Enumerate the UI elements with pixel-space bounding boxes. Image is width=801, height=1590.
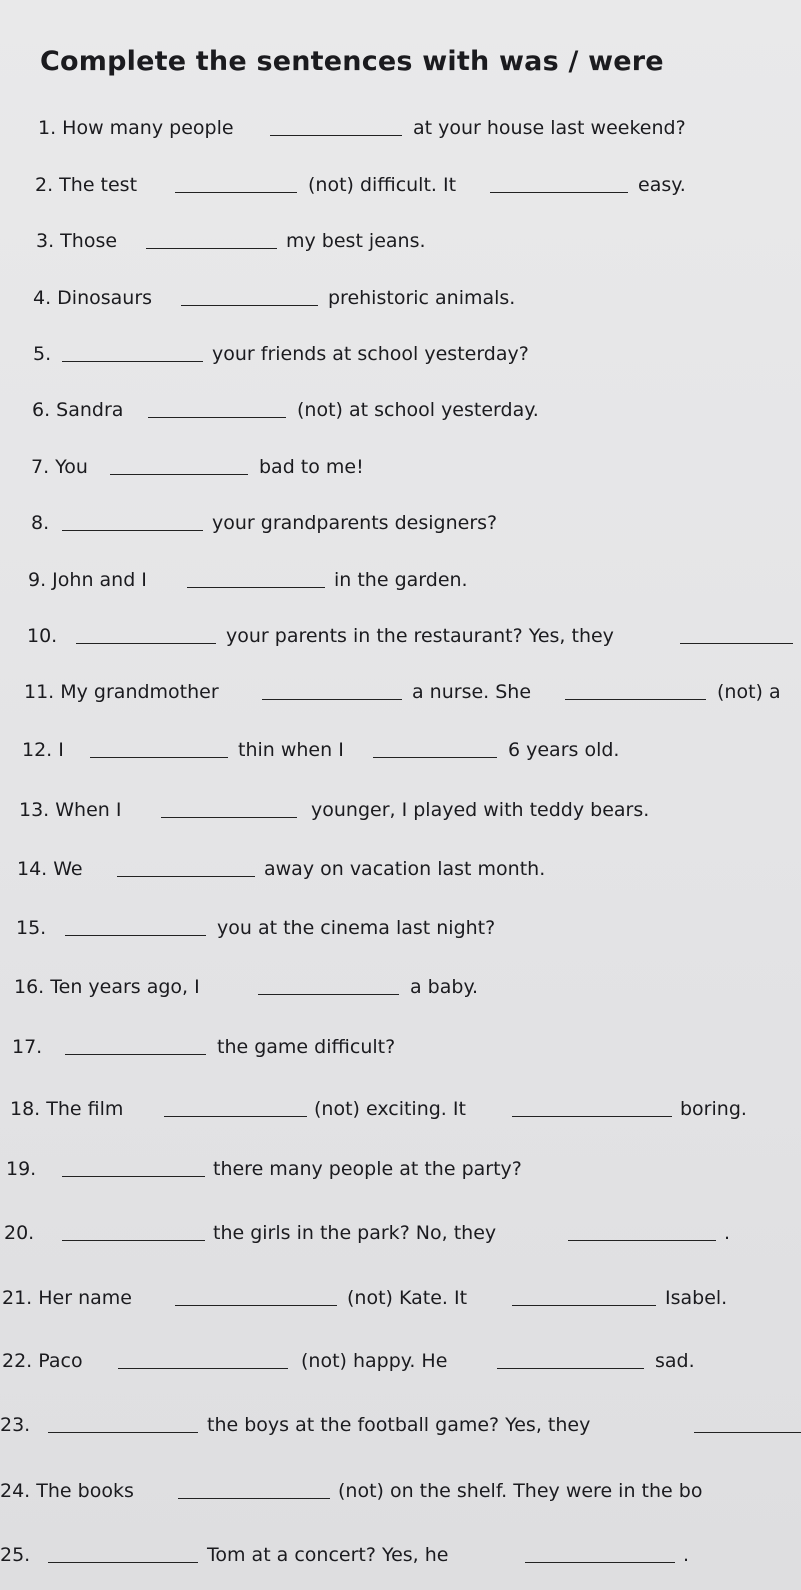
sentence-text: 5.: [33, 343, 52, 365]
sentence-text: boring.: [680, 1098, 747, 1120]
sentence-text: 2. The test: [35, 174, 138, 196]
sentence-19: [0, 1154, 801, 1184]
sentence-9: [0, 565, 801, 595]
sentence-23: [0, 1410, 801, 1440]
answer-blank-1[interactable]: [65, 1054, 206, 1055]
sentence-18: [0, 1094, 801, 1124]
sentence-text: 8.: [31, 512, 50, 534]
sentence-text: 24. The books: [0, 1480, 134, 1502]
sentence-text: away on vacation last month.: [264, 858, 546, 880]
sentence-text: 23.: [0, 1414, 31, 1436]
sentence-text: 10.: [27, 625, 58, 647]
sentence-text: 15.: [16, 917, 47, 939]
sentence-4: [0, 283, 801, 313]
sentence-1: [0, 113, 801, 143]
sentence-10: [0, 621, 801, 651]
sentence-text: 3. Those: [36, 230, 118, 252]
sentence-text: the girls in the park? No, they: [213, 1222, 497, 1244]
sentence-text: 25.: [0, 1544, 31, 1566]
answer-blank-1[interactable]: [76, 643, 216, 644]
answer-blank-1[interactable]: [62, 1240, 205, 1241]
sentence-text: you at the cinema last night?: [217, 917, 496, 939]
answer-blank-1[interactable]: [161, 817, 297, 818]
answer-blank-1[interactable]: [148, 417, 286, 418]
sentence-text: a nurse. She: [412, 681, 532, 703]
answer-blank-1[interactable]: [146, 248, 277, 249]
answer-blank-1[interactable]: [62, 361, 203, 362]
sentence-text: 14. We: [17, 858, 83, 880]
sentence-text: 6 years old.: [508, 739, 620, 761]
sentence-text: your friends at school yesterday?: [212, 343, 529, 365]
answer-blank-1[interactable]: [175, 1305, 337, 1306]
sentence-22: [0, 1346, 801, 1376]
sentence-17: [0, 1032, 801, 1062]
sentence-15: [0, 913, 801, 943]
answer-blank-1[interactable]: [90, 757, 228, 758]
sentence-24: [0, 1476, 801, 1506]
answer-blank-1[interactable]: [262, 699, 402, 700]
sentence-7: [0, 452, 801, 482]
sentence-12: [0, 735, 801, 765]
answer-blank-1[interactable]: [187, 587, 325, 588]
sentence-text: bad to me!: [259, 456, 364, 478]
sentence-text: your grandparents designers?: [212, 512, 498, 534]
answer-blank-2[interactable]: [373, 757, 497, 758]
answer-blank-1[interactable]: [62, 1176, 205, 1177]
sentence-text: 16. Ten years ago, I: [14, 976, 200, 998]
answer-blank-1[interactable]: [164, 1116, 307, 1117]
sentence-13: [0, 795, 801, 825]
sentence-2: [0, 170, 801, 200]
answer-blank-2[interactable]: [680, 643, 793, 644]
answer-blank-1[interactable]: [117, 876, 255, 877]
sentence-text: 22. Paco: [2, 1350, 83, 1372]
sentence-16: [0, 972, 801, 1002]
sentence-text: 19.: [6, 1158, 37, 1180]
sentence-14: [0, 854, 801, 884]
answer-blank-2[interactable]: [497, 1368, 644, 1369]
answer-blank-2[interactable]: [525, 1562, 675, 1563]
sentence-text: (not) at school yesterday.: [297, 399, 539, 421]
sentence-text: (not) Kate. It: [347, 1287, 468, 1309]
sentence-text: .: [724, 1222, 731, 1244]
sentence-11: [0, 677, 801, 707]
sentence-text: my best jeans.: [286, 230, 426, 252]
sentence-text: the boys at the football game? Yes, they: [207, 1414, 591, 1436]
sentence-text: (not) a: [717, 681, 781, 703]
answer-blank-2[interactable]: [512, 1116, 672, 1117]
answer-blank-1[interactable]: [65, 935, 206, 936]
sentence-text: .: [683, 1544, 690, 1566]
answer-blank-1[interactable]: [48, 1432, 198, 1433]
sentence-text: in the garden.: [334, 569, 468, 591]
answer-blank-1[interactable]: [270, 135, 402, 136]
answer-blank-1[interactable]: [178, 1498, 330, 1499]
sentence-6: [0, 395, 801, 425]
sentence-text: thin when I: [238, 739, 344, 761]
answer-blank-2[interactable]: [568, 1240, 716, 1241]
sentence-25: [0, 1540, 801, 1570]
answer-blank-1[interactable]: [118, 1368, 288, 1369]
answer-blank-1[interactable]: [175, 192, 297, 193]
sentence-text: the game difficult?: [217, 1036, 396, 1058]
sentence-text: younger, I played with teddy bears.: [311, 799, 650, 821]
sentence-text: 9. John and I: [28, 569, 147, 591]
sentence-text: 7. You: [31, 456, 88, 478]
sentence-text: (not) happy. He: [301, 1350, 448, 1372]
sentence-text: 11. My grandmother: [24, 681, 219, 703]
sentence-text: (not) exciting. It: [314, 1098, 466, 1120]
sentence-text: (not) difficult. It: [308, 174, 457, 196]
sentence-8: [0, 508, 801, 538]
sentence-text: 18. The film: [10, 1098, 124, 1120]
answer-blank-1[interactable]: [258, 994, 399, 995]
sentence-text: 21. Her name: [2, 1287, 132, 1309]
answer-blank-2[interactable]: [490, 192, 628, 193]
answer-blank-1[interactable]: [48, 1562, 198, 1563]
sentence-text: 20.: [4, 1222, 35, 1244]
sentence-text: your parents in the restaurant? Yes, they: [226, 625, 614, 647]
sentence-text: a baby.: [410, 976, 479, 998]
sentence-text: sad.: [655, 1350, 695, 1372]
sentence-text: 4. Dinosaurs: [33, 287, 153, 309]
answer-blank-1[interactable]: [181, 305, 318, 306]
answer-blank-2[interactable]: [694, 1432, 801, 1433]
sentence-20: [0, 1218, 801, 1248]
sentence-text: 13. When I: [19, 799, 122, 821]
sentence-text: 1. How many people: [38, 117, 234, 139]
worksheet-title: Complete the sentences with was / were: [40, 46, 664, 77]
sentence-text: 6. Sandra: [32, 399, 124, 421]
sentence-text: easy.: [638, 174, 686, 196]
sentence-text: prehistoric animals.: [328, 287, 516, 309]
sentence-text: at your house last weekend?: [413, 117, 686, 139]
answer-blank-2[interactable]: [565, 699, 706, 700]
sentence-text: (not) on the shelf. They were in the bo: [338, 1480, 703, 1502]
sentence-5: [0, 339, 801, 369]
sentence-3: [0, 226, 801, 256]
sentence-text: 12. I: [22, 739, 64, 761]
sentence-21: [0, 1283, 801, 1313]
answer-blank-2[interactable]: [512, 1305, 656, 1306]
sentence-text: 17.: [12, 1036, 43, 1058]
sentence-text: Tom at a concert? Yes, he: [207, 1544, 449, 1566]
sentence-text: Isabel.: [665, 1287, 728, 1309]
answer-blank-1[interactable]: [110, 474, 248, 475]
answer-blank-1[interactable]: [62, 530, 203, 531]
sentence-text: there many people at the party?: [213, 1158, 522, 1180]
